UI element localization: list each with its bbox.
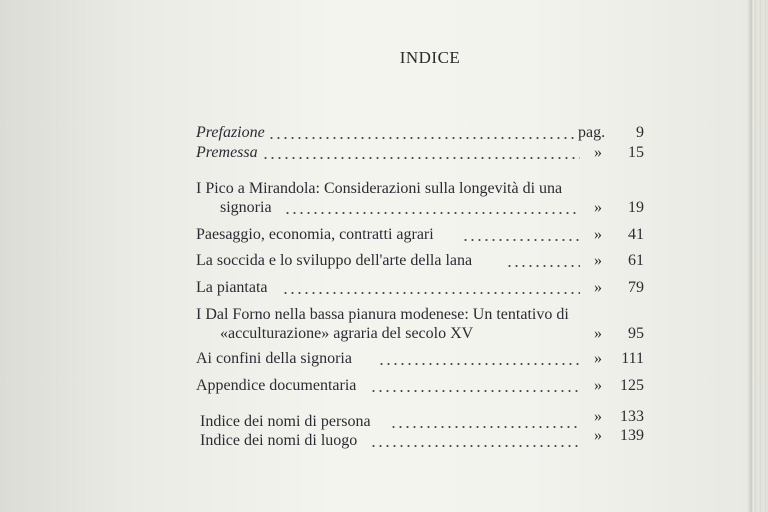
toc-entry-title-line-1: I Pico a Mirandola: Considerazioni sulla longevità di una bbox=[196, 180, 563, 197]
page-pointer: » bbox=[594, 144, 602, 161]
page-number: 15 bbox=[628, 144, 644, 161]
toc-entry-title: Premessa bbox=[196, 144, 258, 161]
toc-entry-title: Indice dei nomi di persona bbox=[200, 413, 371, 430]
toc-entry-title: Appendice documentaria bbox=[196, 377, 357, 394]
page-number: 19 bbox=[628, 199, 644, 216]
page-number: 61 bbox=[628, 252, 644, 269]
dot-leader bbox=[370, 444, 580, 448]
page-pointer: » bbox=[594, 199, 602, 216]
page-number: 95 bbox=[628, 325, 644, 342]
page-pointer: » bbox=[594, 226, 602, 243]
page-number: 133 bbox=[620, 408, 644, 425]
toc-entry-title: Paesaggio, economia, contratti agrari bbox=[196, 226, 434, 243]
dot-leader bbox=[282, 291, 580, 295]
page-pointer: » bbox=[594, 427, 602, 444]
toc-entry-title: La piantata bbox=[196, 279, 268, 296]
dot-leader bbox=[462, 238, 580, 242]
page-number: 125 bbox=[620, 377, 644, 394]
toc-entry-title: Prefazione bbox=[196, 124, 265, 141]
page-number: 41 bbox=[628, 226, 644, 243]
toc-entry-title: Ai confini della signoria bbox=[196, 350, 352, 367]
page-pointer: » bbox=[594, 252, 602, 269]
dot-leader bbox=[506, 264, 580, 268]
page-number: 139 bbox=[620, 427, 644, 444]
page-title: INDICE bbox=[399, 48, 461, 67]
book-page-edges bbox=[752, 0, 768, 512]
toc-entry-title-line-2: signoria bbox=[220, 199, 272, 216]
page-number: 9 bbox=[636, 124, 644, 141]
dot-leader bbox=[284, 211, 580, 215]
toc-entry-title-line-2: «acculturazione» agraria del secolo XV bbox=[220, 325, 474, 342]
dot-leader bbox=[390, 425, 580, 429]
page-pointer: » bbox=[594, 408, 602, 425]
page-pointer: » bbox=[594, 377, 602, 394]
page-number: 79 bbox=[628, 279, 644, 296]
toc-entry-title-line-1: I Dal Forno nella bassa pianura modenese: Un tentativo di bbox=[196, 306, 569, 323]
page-pointer: » bbox=[594, 279, 602, 296]
dot-leader bbox=[262, 156, 580, 160]
dot-leader bbox=[378, 362, 580, 366]
dot-leader bbox=[370, 389, 580, 393]
page-pointer: » bbox=[594, 350, 602, 367]
page-pointer: » bbox=[594, 325, 602, 342]
toc-entry-title: La soccida e lo sviluppo dell'arte della lana bbox=[196, 252, 473, 269]
page-number: 111 bbox=[621, 350, 644, 367]
dot-leader bbox=[268, 136, 574, 140]
page-pointer: pag. bbox=[578, 124, 606, 141]
toc-entry-title: Indice dei nomi di luogo bbox=[200, 432, 358, 449]
